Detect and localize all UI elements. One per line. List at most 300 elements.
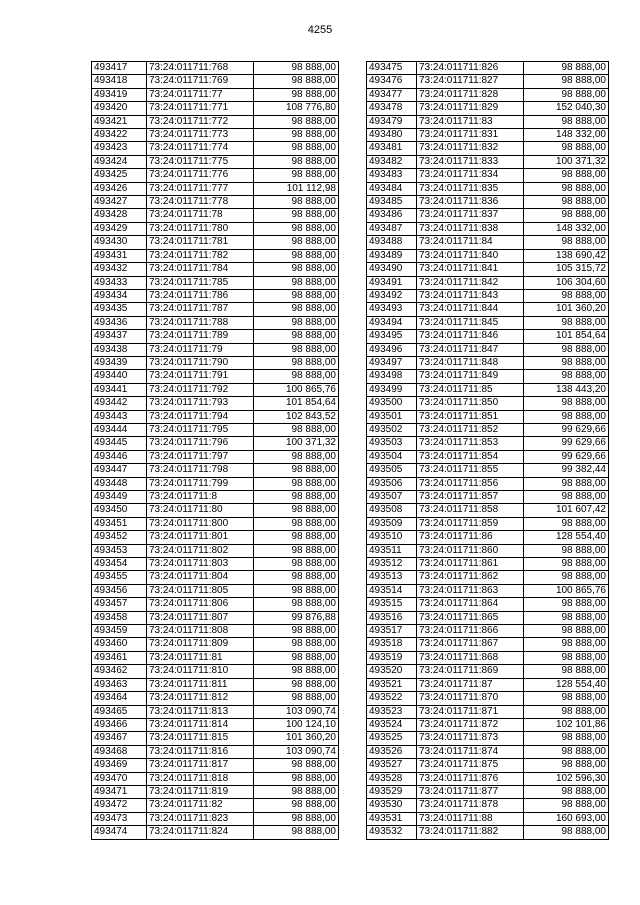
cadastral-number-cell: 73:24:011711:786 (147, 289, 254, 302)
row-number-cell: 493479 (367, 115, 417, 128)
value-cell: 98 888,00 (254, 249, 339, 262)
table-row (92, 651, 339, 664)
table-row (367, 826, 609, 839)
value-cell: 101 360,20 (254, 732, 339, 745)
value-cell: 98 888,00 (524, 745, 609, 758)
table-row (367, 289, 609, 302)
row-number-cell: 493421 (92, 115, 147, 128)
cadastral-number-cell: 73:24:011711:850 (417, 397, 524, 410)
value-cell: 98 888,00 (524, 638, 609, 651)
cadastral-number-cell: 73:24:011711:773 (147, 129, 254, 142)
table-row (92, 558, 339, 571)
value-cell: 98 888,00 (524, 289, 609, 302)
table-row (92, 437, 339, 450)
row-number-cell: 493459 (92, 625, 147, 638)
cadastral-number-cell: 73:24:011711:823 (147, 812, 254, 825)
row-number-cell: 493461 (92, 651, 147, 664)
row-number-cell: 493499 (367, 383, 417, 396)
table-row (367, 169, 609, 182)
value-cell: 98 888,00 (524, 705, 609, 718)
value-cell: 98 888,00 (524, 625, 609, 638)
value-cell: 148 332,00 (524, 129, 609, 142)
row-number-cell: 493427 (92, 196, 147, 209)
value-cell: 98 888,00 (524, 88, 609, 101)
cadastral-number-cell: 73:24:011711:817 (147, 759, 254, 772)
row-number-cell: 493508 (367, 504, 417, 517)
table-row (367, 504, 609, 517)
table-row (92, 222, 339, 235)
row-number-cell: 493473 (92, 812, 147, 825)
value-cell: 98 888,00 (524, 611, 609, 624)
table-row (92, 316, 339, 329)
row-number-cell: 493460 (92, 638, 147, 651)
table-row (92, 196, 339, 209)
row-number-cell: 493470 (92, 772, 147, 785)
table-row (367, 88, 609, 101)
value-cell: 105 315,72 (524, 263, 609, 276)
value-cell: 98 888,00 (254, 799, 339, 812)
table-row (92, 129, 339, 142)
row-number-cell: 493487 (367, 222, 417, 235)
table-row (92, 759, 339, 772)
row-number-cell: 493493 (367, 303, 417, 316)
table-row (367, 651, 609, 664)
row-number-cell: 493447 (92, 464, 147, 477)
table-row (367, 558, 609, 571)
table-row (92, 785, 339, 798)
table-row (367, 62, 609, 75)
table-row (92, 625, 339, 638)
value-cell: 98 888,00 (524, 517, 609, 530)
cadastral-number-cell: 73:24:011711:829 (417, 102, 524, 115)
table-row (367, 732, 609, 745)
cadastral-number-cell: 73:24:011711:790 (147, 356, 254, 369)
value-cell: 101 112,98 (254, 182, 339, 195)
value-cell: 98 888,00 (254, 62, 339, 75)
cadastral-number-cell: 73:24:011711:83 (417, 115, 524, 128)
table-row (367, 129, 609, 142)
table-row (92, 799, 339, 812)
cadastral-number-cell: 73:24:011711:877 (417, 785, 524, 798)
row-number-cell: 493452 (92, 531, 147, 544)
row-number-cell: 493466 (92, 718, 147, 731)
cadastral-number-cell: 73:24:011711:827 (417, 75, 524, 88)
row-number-cell: 493492 (367, 289, 417, 302)
cadastral-number-cell: 73:24:011711:865 (417, 611, 524, 624)
row-number-cell: 493429 (92, 222, 147, 235)
cadastral-number-cell: 73:24:011711:8 (147, 491, 254, 504)
table-row (92, 826, 339, 839)
table-row (367, 464, 609, 477)
cadastral-number-cell: 73:24:011711:88 (417, 812, 524, 825)
row-number-cell: 493497 (367, 356, 417, 369)
row-number-cell: 493450 (92, 504, 147, 517)
cadastral-number-cell: 73:24:011711:838 (417, 222, 524, 235)
row-number-cell: 493500 (367, 397, 417, 410)
value-cell: 100 371,32 (524, 155, 609, 168)
table-row (92, 397, 339, 410)
table-row (92, 423, 339, 436)
value-cell: 98 888,00 (524, 692, 609, 705)
table-row (92, 276, 339, 289)
value-cell: 98 888,00 (254, 370, 339, 383)
cadastral-number-cell: 73:24:011711:867 (417, 638, 524, 651)
cadastral-number-cell: 73:24:011711:828 (417, 88, 524, 101)
row-number-cell: 493504 (367, 450, 417, 463)
cadastral-number-cell: 73:24:011711:843 (417, 289, 524, 302)
row-number-cell: 493424 (92, 155, 147, 168)
row-number-cell: 493428 (92, 209, 147, 222)
row-number-cell: 493494 (367, 316, 417, 329)
cadastral-number-cell: 73:24:011711:840 (417, 249, 524, 262)
row-number-cell: 493435 (92, 303, 147, 316)
table-row (367, 303, 609, 316)
table-row (92, 692, 339, 705)
row-number-cell: 493463 (92, 678, 147, 691)
cadastral-number-cell: 73:24:011711:84 (417, 236, 524, 249)
row-number-cell: 493481 (367, 142, 417, 155)
table-row (367, 517, 609, 530)
row-number-cell: 493529 (367, 785, 417, 798)
cadastral-number-cell: 73:24:011711:772 (147, 115, 254, 128)
value-cell: 98 888,00 (524, 115, 609, 128)
value-cell: 98 888,00 (524, 370, 609, 383)
cadastral-number-cell: 73:24:011711:775 (147, 155, 254, 168)
row-number-cell: 493444 (92, 423, 147, 436)
row-number-cell: 493431 (92, 249, 147, 262)
value-cell: 98 888,00 (254, 115, 339, 128)
cadastral-number-cell: 73:24:011711:768 (147, 62, 254, 75)
cadastral-number-cell: 73:24:011711:832 (417, 142, 524, 155)
value-cell: 98 888,00 (524, 142, 609, 155)
cadastral-number-cell: 73:24:011711:864 (417, 598, 524, 611)
value-cell: 98 888,00 (524, 169, 609, 182)
value-cell: 98 888,00 (524, 558, 609, 571)
value-cell: 98 888,00 (524, 182, 609, 195)
row-number-cell: 493491 (367, 276, 417, 289)
row-number-cell: 493526 (367, 745, 417, 758)
row-number-cell: 493518 (367, 638, 417, 651)
cadastral-number-cell: 73:24:011711:816 (147, 745, 254, 758)
cadastral-number-cell: 73:24:011711:849 (417, 370, 524, 383)
table-row (92, 370, 339, 383)
value-cell: 98 888,00 (524, 410, 609, 423)
table-row (367, 397, 609, 410)
value-cell: 98 888,00 (254, 584, 339, 597)
row-number-cell: 493418 (92, 75, 147, 88)
row-number-cell: 493432 (92, 263, 147, 276)
row-number-cell: 493501 (367, 410, 417, 423)
row-number-cell: 493486 (367, 209, 417, 222)
value-cell: 98 888,00 (254, 423, 339, 436)
row-number-cell: 493521 (367, 678, 417, 691)
cadastral-number-cell: 73:24:011711:798 (147, 464, 254, 477)
value-cell: 102 843,52 (254, 410, 339, 423)
value-cell: 98 888,00 (254, 343, 339, 356)
row-number-cell: 493417 (92, 62, 147, 75)
table-row (92, 571, 339, 584)
row-number-cell: 493489 (367, 249, 417, 262)
row-number-cell: 493506 (367, 477, 417, 490)
value-cell: 98 888,00 (254, 558, 339, 571)
table-row (367, 249, 609, 262)
cadastral-number-cell: 73:24:011711:871 (417, 705, 524, 718)
cadastral-number-cell: 73:24:011711:836 (417, 196, 524, 209)
value-cell: 98 888,00 (254, 303, 339, 316)
cadastral-number-cell: 73:24:011711:803 (147, 558, 254, 571)
cadastral-number-cell: 73:24:011711:860 (417, 544, 524, 557)
table-row (92, 383, 339, 396)
cadastral-number-cell: 73:24:011711:882 (417, 826, 524, 839)
cadastral-number-cell: 73:24:011711:863 (417, 584, 524, 597)
cadastral-number-cell: 73:24:011711:804 (147, 571, 254, 584)
cadastral-number-cell: 73:24:011711:844 (417, 303, 524, 316)
table-row (92, 289, 339, 302)
cadastral-number-cell: 73:24:011711:851 (417, 410, 524, 423)
value-cell: 99 629,66 (524, 423, 609, 436)
row-number-cell: 493519 (367, 651, 417, 664)
table-row (92, 102, 339, 115)
table-row (367, 772, 609, 785)
registry-table-body (367, 62, 609, 840)
cadastral-number-cell: 73:24:011711:87 (417, 678, 524, 691)
registry-table-left (91, 61, 339, 840)
value-cell: 99 382,44 (524, 464, 609, 477)
row-number-cell: 493507 (367, 491, 417, 504)
cadastral-number-cell: 73:24:011711:791 (147, 370, 254, 383)
row-number-cell: 493465 (92, 705, 147, 718)
row-number-cell: 493524 (367, 718, 417, 731)
row-number-cell: 493457 (92, 598, 147, 611)
cadastral-number-cell: 73:24:011711:782 (147, 249, 254, 262)
cadastral-number-cell: 73:24:011711:837 (417, 209, 524, 222)
cadastral-number-cell: 73:24:011711:845 (417, 316, 524, 329)
row-number-cell: 493531 (367, 812, 417, 825)
cadastral-number-cell: 73:24:011711:81 (147, 651, 254, 664)
value-cell: 98 888,00 (524, 826, 609, 839)
table-row (367, 343, 609, 356)
table-row (367, 155, 609, 168)
row-number-cell: 493423 (92, 142, 147, 155)
value-cell: 98 888,00 (254, 209, 339, 222)
value-cell: 98 888,00 (254, 196, 339, 209)
cadastral-number-cell: 73:24:011711:858 (417, 504, 524, 517)
value-cell: 98 888,00 (524, 316, 609, 329)
value-cell: 101 854,64 (524, 330, 609, 343)
table-row (367, 477, 609, 490)
row-number-cell: 493495 (367, 330, 417, 343)
value-cell: 98 888,00 (524, 598, 609, 611)
table-row (92, 464, 339, 477)
cadastral-number-cell: 73:24:011711:795 (147, 423, 254, 436)
row-number-cell: 493509 (367, 517, 417, 530)
cadastral-number-cell: 73:24:011711:847 (417, 343, 524, 356)
table-row (92, 356, 339, 369)
row-number-cell: 493490 (367, 263, 417, 276)
row-number-cell: 493453 (92, 544, 147, 557)
value-cell: 138 443,20 (524, 383, 609, 396)
row-number-cell: 493441 (92, 383, 147, 396)
row-number-cell: 493488 (367, 236, 417, 249)
table-row (92, 263, 339, 276)
value-cell: 98 888,00 (524, 62, 609, 75)
cadastral-number-cell: 73:24:011711:781 (147, 236, 254, 249)
cadastral-number-cell: 73:24:011711:846 (417, 330, 524, 343)
cadastral-number-cell: 73:24:011711:780 (147, 222, 254, 235)
row-number-cell: 493498 (367, 370, 417, 383)
value-cell: 103 090,74 (254, 745, 339, 758)
row-number-cell: 493420 (92, 102, 147, 115)
value-cell: 98 888,00 (254, 544, 339, 557)
cadastral-number-cell: 73:24:011711:85 (417, 383, 524, 396)
value-cell: 103 090,74 (254, 705, 339, 718)
table-row (92, 732, 339, 745)
value-cell: 98 888,00 (254, 316, 339, 329)
table-row (92, 182, 339, 195)
value-cell: 98 888,00 (254, 491, 339, 504)
value-cell: 98 888,00 (254, 75, 339, 88)
cadastral-number-cell: 73:24:011711:870 (417, 692, 524, 705)
table-row (367, 222, 609, 235)
table-row (92, 62, 339, 75)
table-row (92, 169, 339, 182)
row-number-cell: 493442 (92, 397, 147, 410)
value-cell: 128 554,40 (524, 678, 609, 691)
value-cell: 98 888,00 (524, 236, 609, 249)
cadastral-number-cell: 73:24:011711:776 (147, 169, 254, 182)
row-number-cell: 493422 (92, 129, 147, 142)
table-row (367, 356, 609, 369)
value-cell: 98 888,00 (524, 544, 609, 557)
cadastral-number-cell: 73:24:011711:77 (147, 88, 254, 101)
value-cell: 98 888,00 (524, 651, 609, 664)
value-cell: 98 888,00 (254, 678, 339, 691)
row-number-cell: 493530 (367, 799, 417, 812)
table-row (367, 263, 609, 276)
table-row (367, 330, 609, 343)
cadastral-number-cell: 73:24:011711:819 (147, 785, 254, 798)
value-cell: 98 888,00 (524, 75, 609, 88)
value-cell: 148 332,00 (524, 222, 609, 235)
row-number-cell: 493430 (92, 236, 147, 249)
cadastral-number-cell: 73:24:011711:811 (147, 678, 254, 691)
value-cell: 98 888,00 (254, 759, 339, 772)
table-row (367, 370, 609, 383)
value-cell: 98 888,00 (524, 477, 609, 490)
value-cell: 98 888,00 (254, 517, 339, 530)
value-cell: 98 888,00 (524, 665, 609, 678)
table-row (92, 450, 339, 463)
value-cell: 108 776,80 (254, 102, 339, 115)
value-cell: 160 693,00 (524, 812, 609, 825)
table-row (367, 209, 609, 222)
cadastral-number-cell: 73:24:011711:872 (417, 718, 524, 731)
cadastral-number-cell: 73:24:011711:793 (147, 397, 254, 410)
row-number-cell: 493436 (92, 316, 147, 329)
table-row (92, 705, 339, 718)
cadastral-number-cell: 73:24:011711:842 (417, 276, 524, 289)
row-number-cell: 493513 (367, 571, 417, 584)
row-number-cell: 493496 (367, 343, 417, 356)
cadastral-number-cell: 73:24:011711:86 (417, 531, 524, 544)
row-number-cell: 493514 (367, 584, 417, 597)
row-number-cell: 493472 (92, 799, 147, 812)
value-cell: 98 888,00 (254, 665, 339, 678)
row-number-cell: 493476 (367, 75, 417, 88)
row-number-cell: 493520 (367, 665, 417, 678)
table-row (92, 678, 339, 691)
value-cell: 100 865,76 (254, 383, 339, 396)
cadastral-number-cell: 73:24:011711:78 (147, 209, 254, 222)
row-number-cell: 493510 (367, 531, 417, 544)
table-row (92, 142, 339, 155)
cadastral-number-cell: 73:24:011711:852 (417, 423, 524, 436)
row-number-cell: 493482 (367, 155, 417, 168)
value-cell: 100 124,10 (254, 718, 339, 731)
value-cell: 98 888,00 (524, 491, 609, 504)
cadastral-number-cell: 73:24:011711:815 (147, 732, 254, 745)
row-number-cell: 493438 (92, 343, 147, 356)
value-cell: 98 888,00 (254, 826, 339, 839)
table-row (367, 276, 609, 289)
value-cell: 138 690,42 (524, 249, 609, 262)
row-number-cell: 493474 (92, 826, 147, 839)
value-cell: 98 888,00 (254, 222, 339, 235)
cadastral-number-cell: 73:24:011711:796 (147, 437, 254, 450)
row-number-cell: 493445 (92, 437, 147, 450)
table-row (92, 477, 339, 490)
table-row (367, 437, 609, 450)
row-number-cell: 493446 (92, 450, 147, 463)
cadastral-number-cell: 73:24:011711:854 (417, 450, 524, 463)
value-cell: 98 888,00 (254, 236, 339, 249)
cadastral-number-cell: 73:24:011711:861 (417, 558, 524, 571)
row-number-cell: 493464 (92, 692, 147, 705)
table-row (92, 812, 339, 825)
cadastral-number-cell: 73:24:011711:857 (417, 491, 524, 504)
value-cell: 98 888,00 (254, 692, 339, 705)
row-number-cell: 493523 (367, 705, 417, 718)
value-cell: 98 888,00 (524, 196, 609, 209)
value-cell: 98 888,00 (254, 289, 339, 302)
table-row (367, 692, 609, 705)
table-row (92, 236, 339, 249)
value-cell: 98 888,00 (254, 571, 339, 584)
cadastral-number-cell: 73:24:011711:80 (147, 504, 254, 517)
cadastral-number-cell: 73:24:011711:848 (417, 356, 524, 369)
registry-table-right (366, 61, 609, 840)
table-row (92, 209, 339, 222)
value-cell: 98 888,00 (254, 169, 339, 182)
table-row (367, 196, 609, 209)
cadastral-number-cell: 73:24:011711:79 (147, 343, 254, 356)
value-cell: 98 888,00 (524, 785, 609, 798)
value-cell: 152 040,30 (524, 102, 609, 115)
cadastral-number-cell: 73:24:011711:784 (147, 263, 254, 276)
value-cell: 98 888,00 (254, 450, 339, 463)
table-row (92, 249, 339, 262)
value-cell: 98 888,00 (254, 812, 339, 825)
cadastral-number-cell: 73:24:011711:831 (417, 129, 524, 142)
value-cell: 98 888,00 (254, 651, 339, 664)
table-row (367, 142, 609, 155)
value-cell: 98 888,00 (254, 625, 339, 638)
value-cell: 98 888,00 (524, 397, 609, 410)
cadastral-number-cell: 73:24:011711:792 (147, 383, 254, 396)
row-number-cell: 493475 (367, 62, 417, 75)
table-row (92, 665, 339, 678)
row-number-cell: 493454 (92, 558, 147, 571)
